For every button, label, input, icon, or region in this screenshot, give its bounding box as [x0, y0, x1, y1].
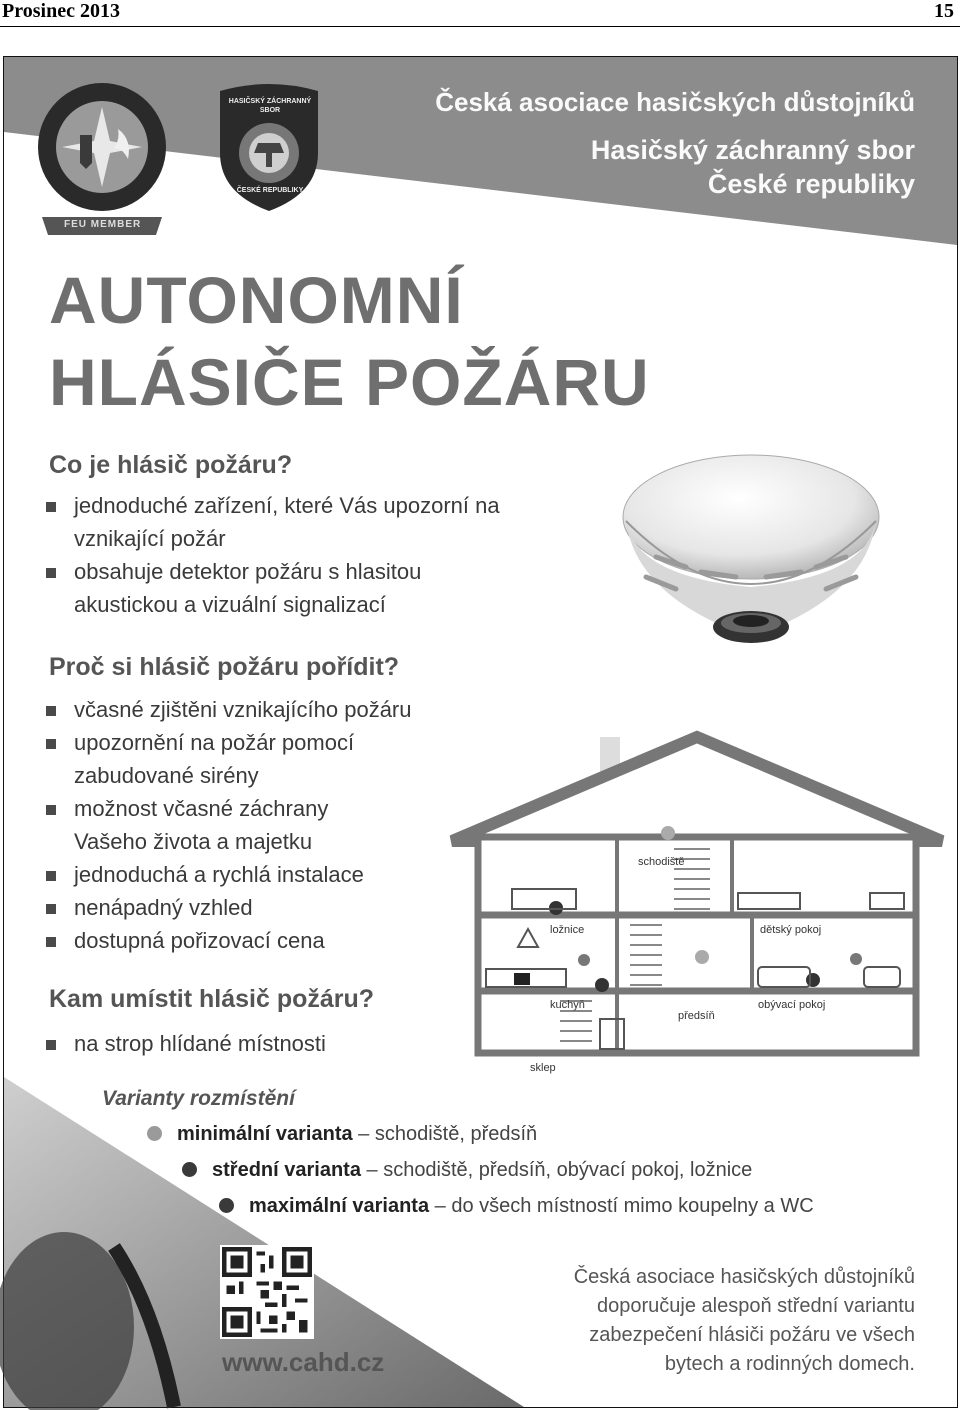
page-number: 15	[934, 0, 954, 22]
what-heading: Co je hlásič požáru?	[49, 451, 293, 479]
list-item: dostupná pořizovací cena	[44, 924, 454, 957]
variant-row: maximální varianta – do všech místností mimo koupelny a WC	[219, 1195, 814, 1218]
list-item: upozornění na požár pomocí zabudované sirény	[44, 726, 424, 792]
list-item: obsahuje detektor požáru s hlasitou akustickou a vizuální signalizací	[44, 555, 514, 621]
variant-dot-icon	[147, 1126, 162, 1141]
qr-code-icon[interactable]	[220, 1245, 314, 1339]
where-heading: Kam umístit hlásič požáru?	[49, 985, 375, 1013]
org-title-line3: České republiky	[707, 169, 915, 199]
why-heading: Proč si hlásič požáru pořídit?	[49, 653, 400, 681]
poster	[3, 56, 958, 1408]
list-item: možnost včasné záchrany Vašeho života a majetku	[44, 792, 394, 858]
house-diagram	[452, 729, 952, 1074]
list-item: nenápadný vzhled	[44, 891, 454, 924]
website-link[interactable]: www.cahd.cz	[222, 1347, 385, 1377]
cahd-logo-text: FEU MEMBER	[64, 219, 142, 230]
org-title-line1: Česká asociace hasičských důstojníků	[435, 87, 915, 117]
what-list	[44, 489, 574, 621]
list-item: jednoduché zařízení, které Vás upozorní na vznikající požár	[44, 489, 574, 555]
main-title-line1: AUTONOMNÍ	[49, 263, 464, 337]
room-label-cellar: sklep	[530, 1062, 556, 1074]
recommendation-text: Česká asociace hasičských důstojníků doporučuje alespoň střední variantu zabezpečení hlásiči požáru ve všech bytech a rodinných domech.	[573, 1266, 915, 1375]
variant-row: střední varianta – schodiště, předsíň, obývací pokoj, ložnice	[182, 1159, 752, 1182]
variants-title: Varianty rozmístění	[102, 1087, 295, 1110]
room-label-kids: dětský pokoj	[760, 924, 822, 936]
list-item: na strop hlídané místnosti	[44, 1027, 454, 1060]
room-label-hall: předsíň	[678, 1010, 715, 1022]
list-item: jednoduchá a rychlá instalace	[44, 858, 454, 891]
smoke-detector-image	[616, 447, 886, 657]
variant-dot-icon	[182, 1162, 197, 1177]
variant-dot-icon	[219, 1198, 234, 1213]
room-label-living: obývací pokoj	[758, 999, 826, 1011]
hzs-shield-logo: HASIČSKÝ ZÁCHRANNÝ SBOR ČESKÉ REPUBLIKY	[214, 83, 324, 218]
room-label-bedroom: ložnice	[550, 924, 585, 936]
variant-row: minimální varianta – schodiště, předsíň	[147, 1123, 537, 1146]
main-title-line2: HLÁSIČE POŽÁRU	[49, 345, 650, 419]
room-label-stairs: schodiště	[638, 856, 685, 868]
list-item: včasné zjištěni vznikajícího požáru	[44, 693, 494, 726]
why-list	[44, 693, 494, 957]
where-list	[44, 1027, 454, 1060]
room-label-kitchen: kuchyň	[550, 999, 585, 1011]
page-header	[0, 0, 960, 27]
issue-date: Prosinec 2013	[2, 0, 120, 22]
org-title-line2: Hasičský záchranný sbor	[590, 135, 915, 165]
